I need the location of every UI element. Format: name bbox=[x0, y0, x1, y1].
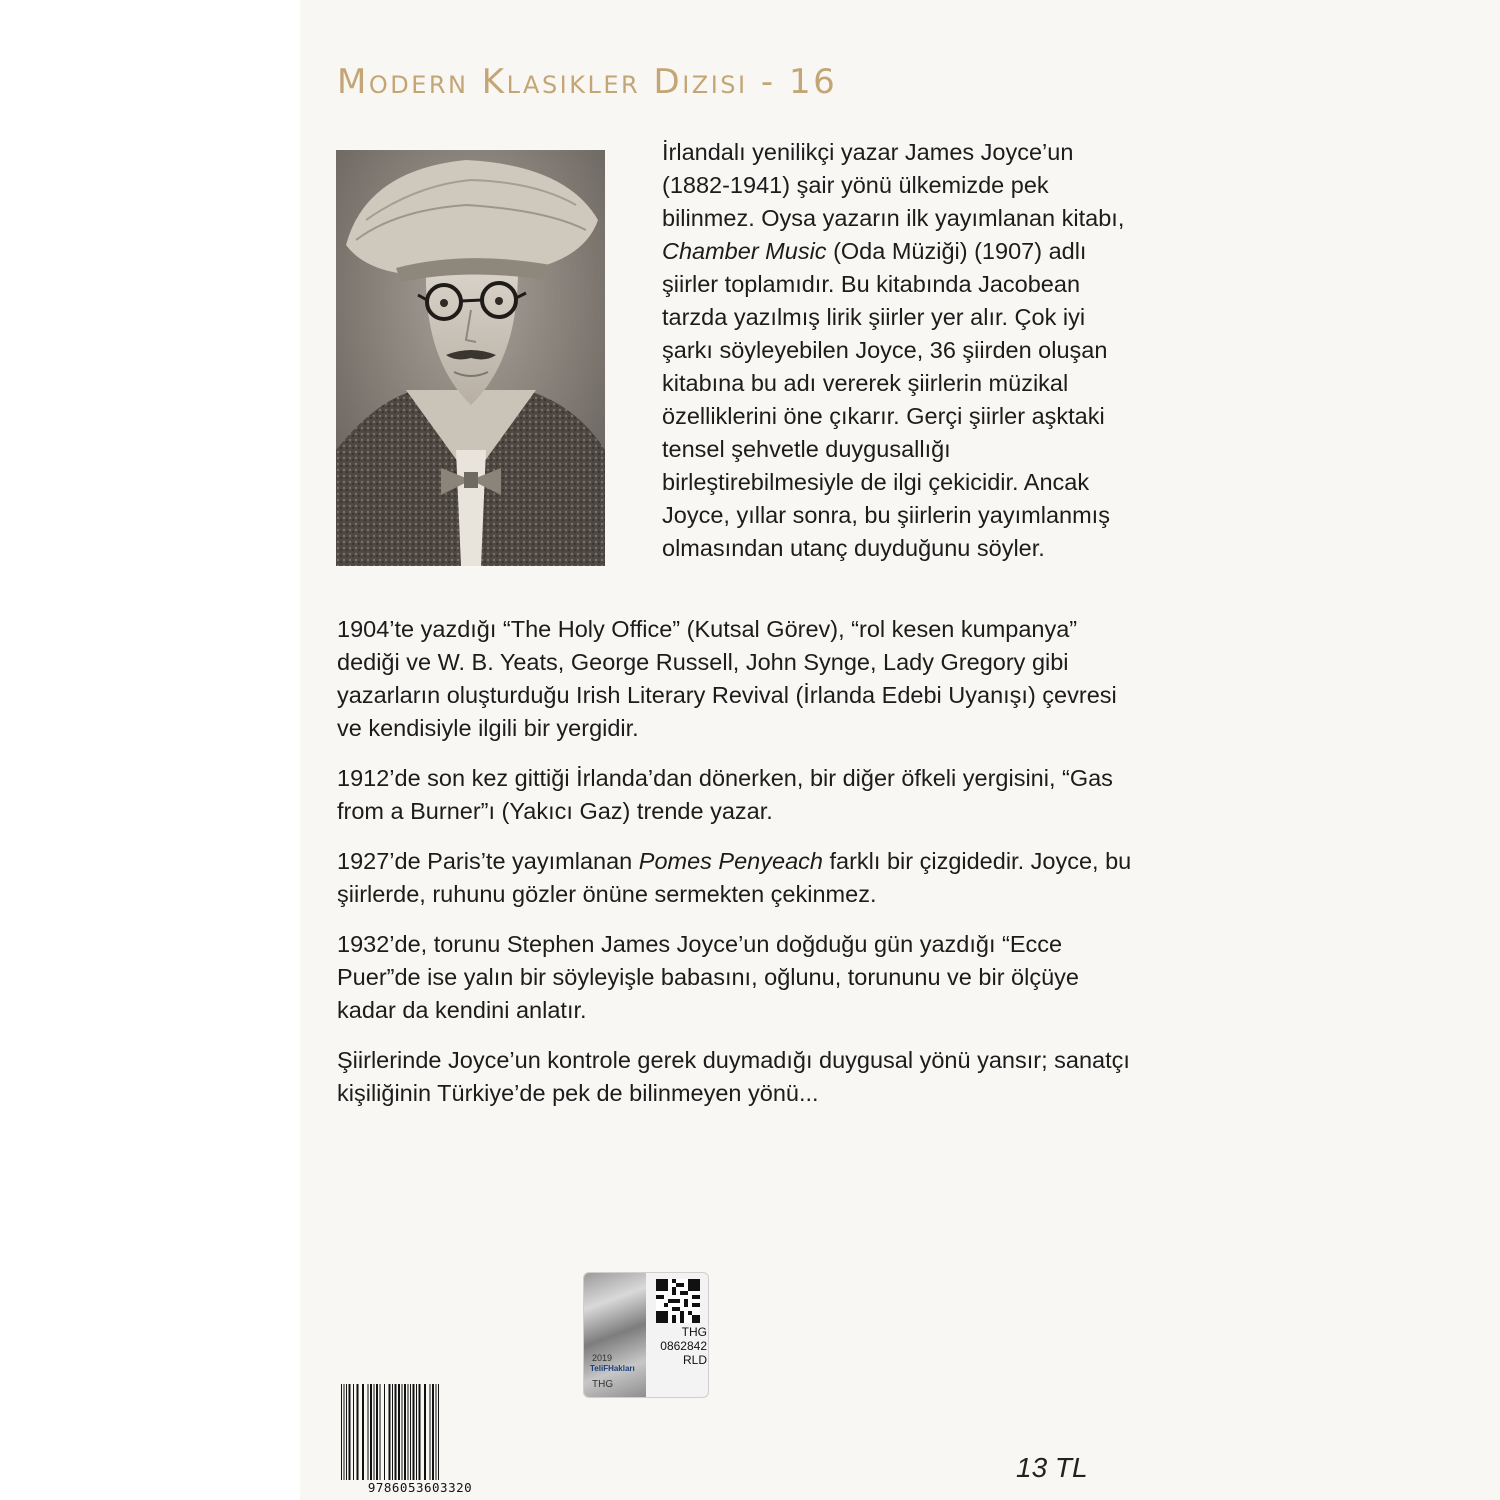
barcode-bar bbox=[384, 1384, 385, 1494]
sticker-line-1: THG bbox=[681, 1325, 707, 1339]
isbn-number: 9786053603320 bbox=[339, 1480, 501, 1495]
barcode-bar bbox=[402, 1384, 403, 1494]
paragraph-closing: Şiirlerinde Joyce’un kontrole gerek duymadığı duygusal yönü yansır; sanatçı kişiliğinin Türkiye’de pek de bilinmeyen yönü... bbox=[337, 1047, 1130, 1106]
paragraph-gas-from-a-burner: 1912’de son kez gittiği İrlanda’dan dönerken, bir diğer öfkeli yergisini, “Gas from a Burner”ı (Yakıcı Gaz) trende yazar. bbox=[337, 765, 1113, 824]
intro-text-start: İrlandalı yenilikçi yazar James Joyce’un (1882-1941) şair yönü ülkemizde pek bilinmez. Oysa yazarın ilk yayımlanan kitabı, bbox=[662, 139, 1125, 231]
qr-code-icon bbox=[656, 1279, 700, 1323]
barcode-bar bbox=[362, 1384, 364, 1494]
barcode-bar bbox=[376, 1384, 378, 1494]
barcode-bar bbox=[389, 1384, 391, 1494]
barcode-bar bbox=[344, 1384, 345, 1494]
sticker-line-2: 0862842 bbox=[660, 1339, 707, 1353]
author-portrait bbox=[336, 150, 605, 566]
sticker-brand: TeliFHakları bbox=[590, 1364, 635, 1373]
p3-text-end: farklı bir çizgidedir. Joyce, bu şiirlerde, ruhunu gözler önüne sermekten çekinmez. bbox=[337, 848, 1132, 907]
barcode-bar bbox=[392, 1384, 393, 1494]
barcode-bar bbox=[380, 1384, 381, 1494]
barcode-bar bbox=[413, 1384, 415, 1494]
barcode-bar bbox=[410, 1384, 411, 1494]
barcode-bar bbox=[432, 1384, 434, 1494]
barcode-bar bbox=[395, 1384, 397, 1494]
barcode-bar bbox=[408, 1384, 409, 1494]
price-label: 13 TL bbox=[1016, 1452, 1088, 1483]
sticker-holo-code: THG bbox=[592, 1379, 614, 1390]
barcode-bar bbox=[430, 1384, 431, 1494]
p3-text-start: 1927’de Paris’te yayımlanan bbox=[337, 848, 639, 874]
intro-paragraph bbox=[662, 136, 1142, 565]
book-title-chamber-music: Chamber Music bbox=[662, 238, 827, 264]
series-title: Modern Klasikler Dizisi - 16 bbox=[337, 62, 838, 102]
isbn-barcode bbox=[339, 1384, 501, 1494]
intro-text-end: (Oda Müziği) (1907) adlı şiirler toplamıdır. Bu kitabında Jacobean tarzda yazılmış lirik şiirler yer alır. Çok iyi şarkı söyleyebilen Joyce, 36 şiirden oluşan kitabına bu adı vererek şiirlerin müzikal özelliklerini öne çıkarır. Gerçi şiirler aşktaki tensel şehvetle duygusallığı birleştirebilmesiyle de ilgi çekicidir. Ancak Joyce, yıllar sonra, bu şiirlerin yayımlanmış olmasından utanç duyduğunu söyler. bbox=[662, 238, 1110, 561]
barcode-bar bbox=[424, 1384, 426, 1494]
barcode-bar bbox=[416, 1384, 417, 1494]
barcode-bar bbox=[349, 1384, 351, 1494]
barcode-bar bbox=[368, 1384, 369, 1494]
barcode-bar bbox=[357, 1384, 359, 1494]
barcode-bar bbox=[438, 1384, 439, 1494]
barcode-bar bbox=[370, 1384, 372, 1494]
barcode-bar bbox=[419, 1384, 421, 1494]
barcode-bar bbox=[374, 1384, 375, 1494]
paragraph-pomes-penyeach bbox=[337, 845, 1142, 911]
body-text bbox=[337, 613, 1142, 1127]
barcode-bar bbox=[398, 1384, 400, 1494]
barcode-bar bbox=[353, 1384, 354, 1494]
sticker-year: 2019 bbox=[592, 1353, 613, 1363]
barcode-bar bbox=[341, 1384, 342, 1494]
barcode-bar bbox=[346, 1384, 347, 1494]
copyright-hologram-sticker bbox=[583, 1272, 709, 1398]
paragraph-ecce-puer: 1932’de, torunu Stephen James Joyce’un doğduğu gün yazdığı “Ecce Puer”de ise yalın bir söyleyişle babasını, oğlunu, torununu ve bir ölçüye kadar da kendini anlatır. bbox=[337, 931, 1079, 1023]
sticker-serial bbox=[649, 1325, 707, 1367]
book-title-pomes-penyeach: Pomes Penyeach bbox=[638, 848, 823, 874]
barcode-bar bbox=[404, 1384, 406, 1494]
sticker-line-3: RLD bbox=[682, 1353, 707, 1367]
barcode-bar bbox=[436, 1384, 437, 1494]
paragraph-holy-office: 1904’te yazdığı “The Holy Office” (Kutsal Görev), “rol kesen kumpanya” dediği ve W. B. Yeats, George Russell, John Synge, Lady Gregory gibi yazarların oluşturduğu Irish Literary Revival (İrlanda Edebi Uyanışı) çevresi ve kendisiyle ilgili bir yergidir. bbox=[337, 616, 1117, 741]
